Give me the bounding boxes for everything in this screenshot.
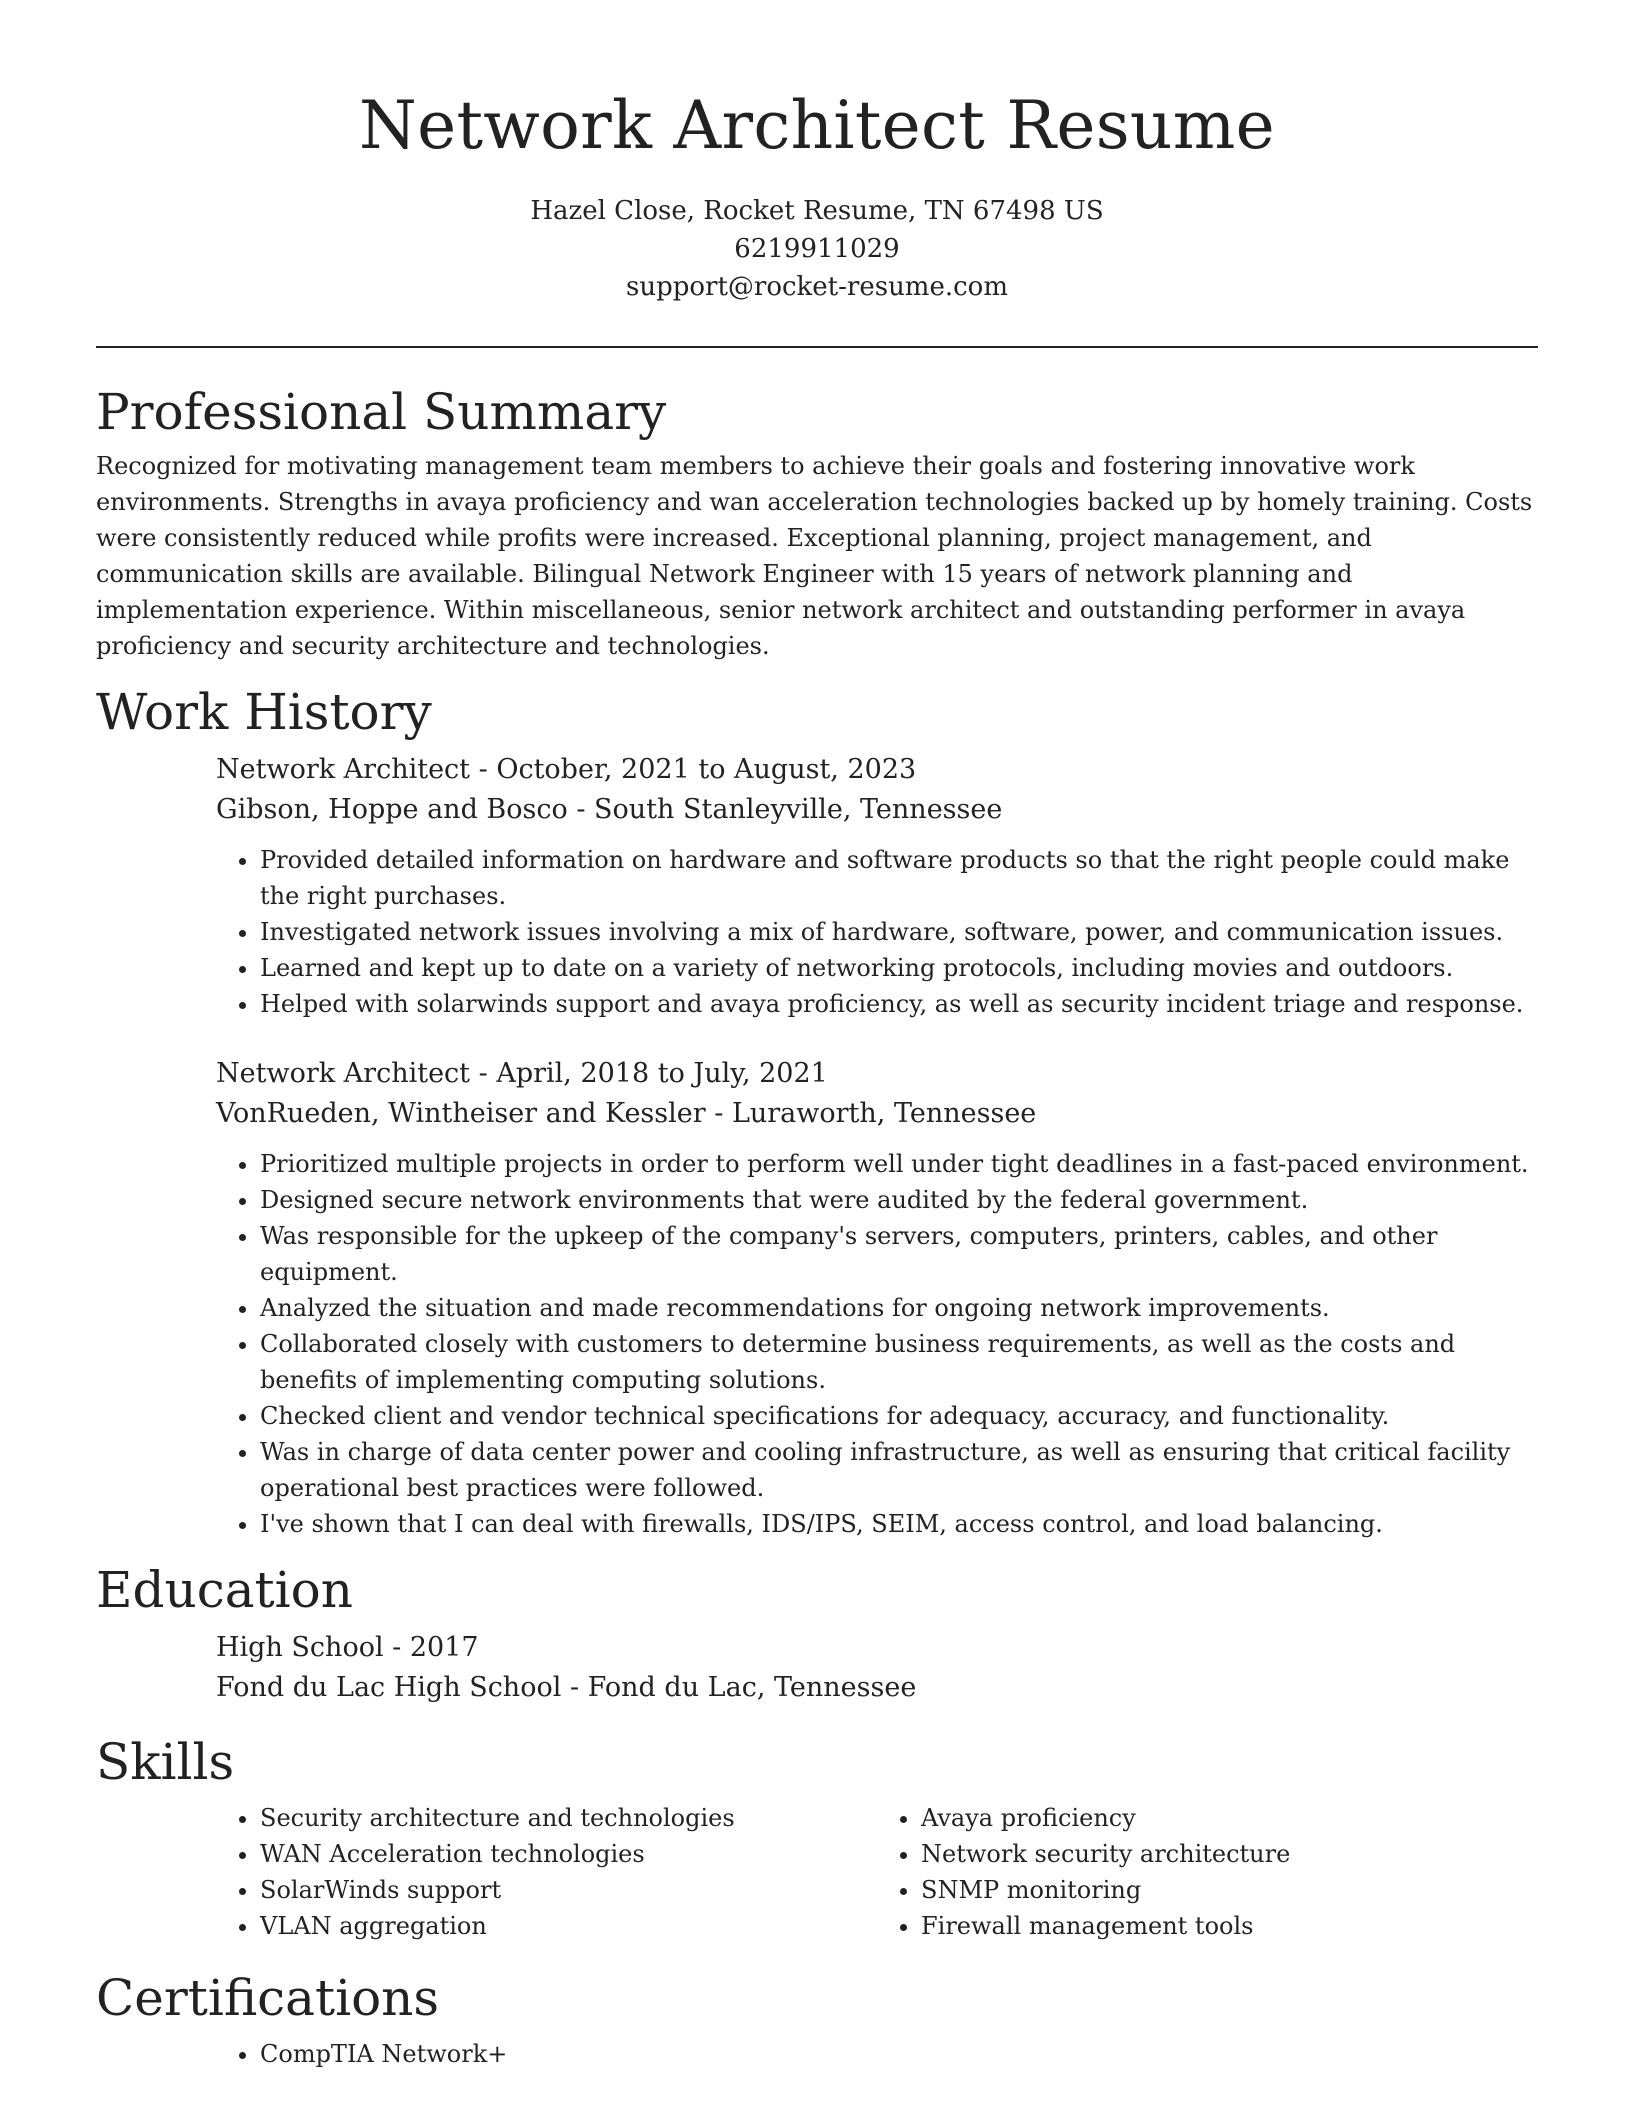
resume-header [96,0,1538,306]
skill-item: • SolarWinds support [260,1872,877,1908]
job-bullet: • Learned and kept up to date on a variety of networking protocols, including movies and outdoors. [260,950,1538,986]
school-name: Fond du Lac High School [216,1672,562,1703]
job-company-line [216,1094,1538,1134]
contact-phone: 6219911029 [734,234,900,264]
job-dates: - October, 2021 to August, 2023 [470,754,917,785]
job-title-line [216,1054,1538,1094]
skill-item: • SNMP monitoring [921,1872,1538,1908]
summary-text: Recognized for motivating management team members to achieve their goals and fostering innovative work environments. Strengths in avaya proficiency and wan acceleration technologies backed up by homely training. Costs were consistently reduced while profits were increased. Exceptional planning, project management, and communication skills are available. Bilingual Network Engineer with 15 years of network planning and implementation experience. Within miscellaneous, senior network architect and outstanding performer in avaya proficiency and security architecture and technologies. [96,452,1533,660]
job-bullet: • Checked client and vendor technical specifications for adequacy, accuracy, and functionality. [260,1398,1538,1434]
graduation-year: - 2017 [383,1632,479,1663]
job-bullet: • Prioritized multiple projects in order to perform well under tight deadlines in a fast-paced environment. [260,1146,1538,1182]
education-entry [216,1628,1538,1708]
skill-item: • Security architecture and technologies [260,1800,877,1836]
skills-list-left [216,1800,877,1944]
header-divider [96,346,1538,348]
job-title-line [216,750,1538,790]
work-history-section [96,682,1538,1542]
job-bullet: • Was in charge of data center power and cooling infrastructure, as well as ensuring that critical facility operational best practices were followed. [260,1434,1538,1506]
contact-address: Hazel Close, Rocket Resume, TN 67498 US [530,196,1104,226]
skill-item: • WAN Acceleration technologies [260,1836,877,1872]
job-dates: - April, 2018 to July, 2021 [470,1058,828,1089]
job-bullet: • Provided detailed information on hardware and software products so that the right people could make the right purchases. [260,842,1538,914]
skills-list-right [877,1800,1538,1944]
job-bullet: • Collaborated closely with customers to determine business requirements, as well as the costs and benefits of implementing computing solutions. [260,1326,1538,1398]
skills-heading: Skills [96,1733,235,1791]
certification-item: • CompTIA Network+ [260,2036,1538,2072]
job-bullet: • Was responsible for the upkeep of the company's servers, computers, printers, cables, and other equipment. [260,1218,1538,1290]
school-line [216,1668,1538,1708]
job-bullet: • Designed secure network environments that were audited by the federal government. [260,1182,1538,1218]
degree: High School [216,1632,384,1663]
summary-heading: Professional Summary [96,383,667,441]
job-bullets [216,1146,1538,1542]
contact-email: support@rocket-resume.com [625,272,1008,302]
school-location: - Fond du Lac, Tennessee [561,1672,917,1703]
job-location: - South Stanleyville, Tennessee [567,794,1003,825]
skills-grid [216,1800,1538,1944]
resume-page [96,0,1538,2072]
skill-item: • Avaya proficiency [921,1800,1538,1836]
job-company: VonRueden, Wintheiser and Kessler [216,1098,706,1129]
education-heading: Education [96,1561,353,1619]
skill-item: • Network security architecture [921,1836,1538,1872]
summary-section [96,382,1538,664]
work-history-heading: Work History [96,683,432,741]
certifications-list [216,2036,1538,2072]
education-section [96,1560,1538,1708]
job-bullet: • Helped with solarwinds support and avaya proficiency, as well as security incident triage and response. [260,986,1538,1022]
skill-item: • VLAN aggregation [260,1908,877,1944]
job-bullets [216,842,1538,1022]
job-title: Network Architect [216,754,471,785]
skills-section [96,1732,1538,1944]
job-bullet: • I've shown that I can deal with firewalls, IDS/IPS, SEIM, access control, and load balancing. [260,1506,1538,1542]
resume-title: Network Architect Resume [359,87,1275,164]
certifications-heading: Certifications [96,1969,440,2027]
certifications-list-wrap [216,2036,1538,2072]
job-entry [216,750,1538,1022]
job-bullet: • Analyzed the situation and made recommendations for ongoing network improvements. [260,1290,1538,1326]
job-location: - Luraworth, Tennessee [705,1098,1037,1129]
degree-line [216,1628,1538,1668]
job-company: Gibson, Hoppe and Bosco [216,794,568,825]
job-entry [216,1054,1538,1542]
job-company-line [216,790,1538,830]
job-title: Network Architect [216,1058,471,1089]
skill-item: • Firewall management tools [921,1908,1538,1944]
job-bullet: • Investigated network issues involving a mix of hardware, software, power, and communication issues. [260,914,1538,950]
certifications-section [96,1968,1538,2072]
